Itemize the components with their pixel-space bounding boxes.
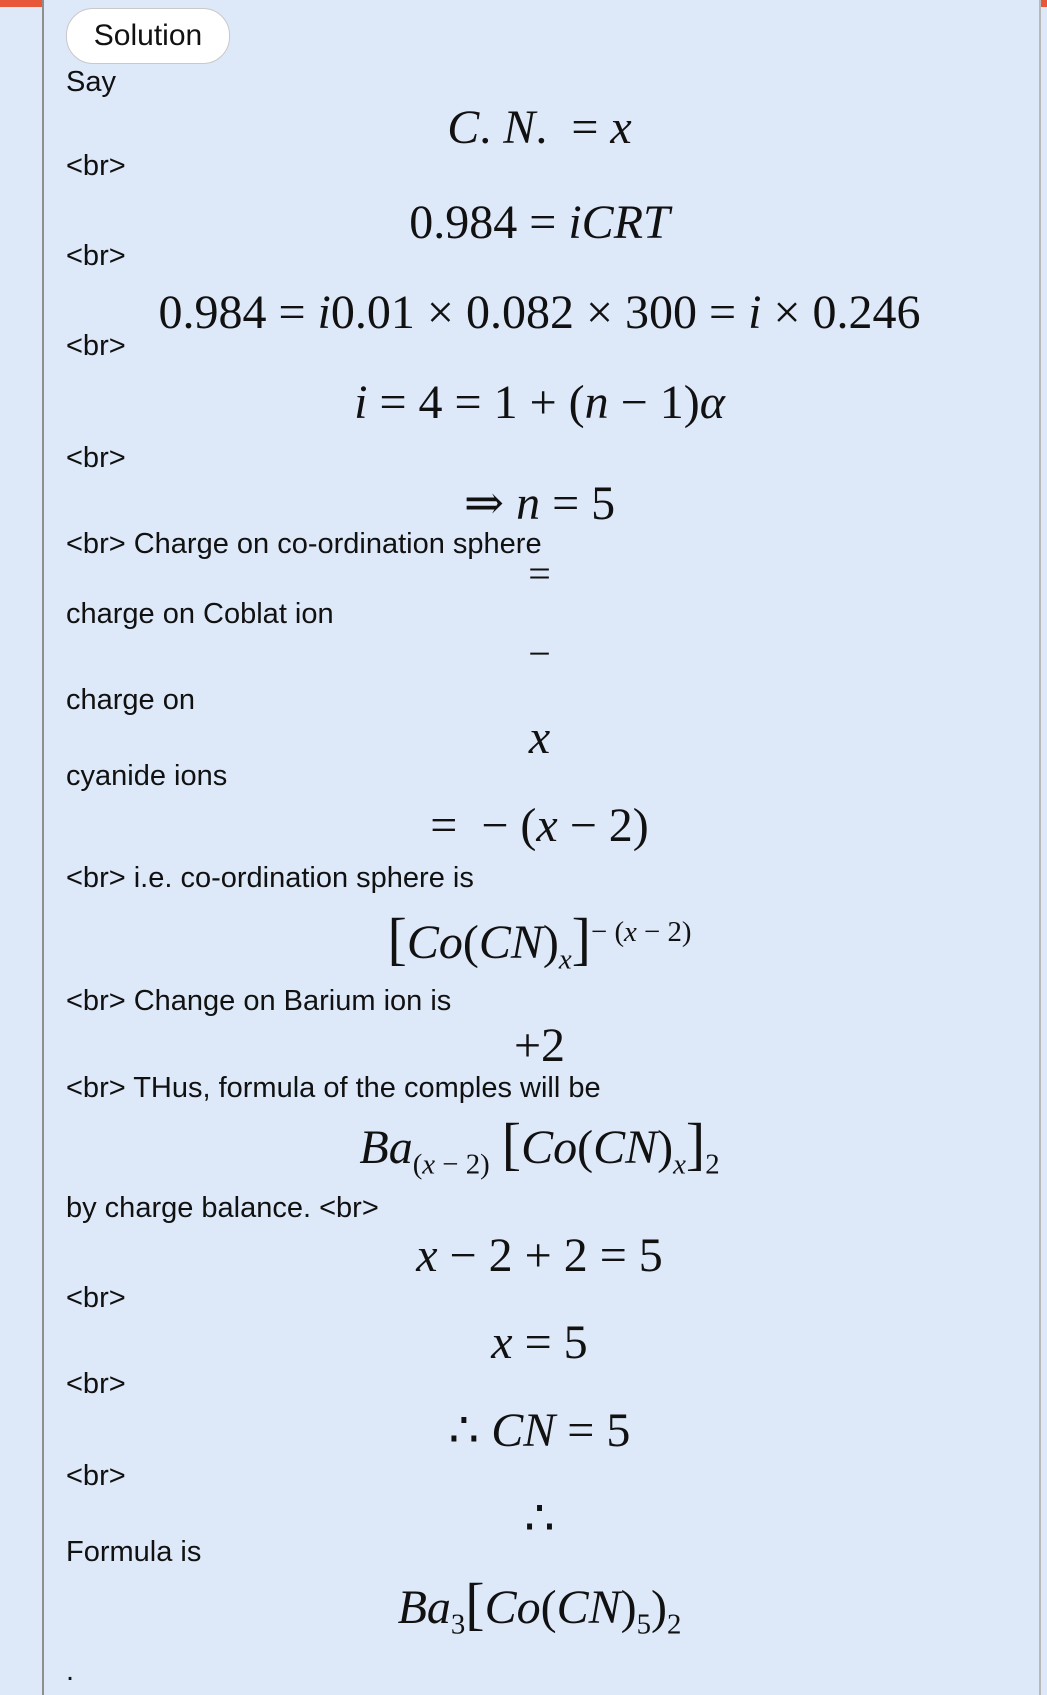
solution-button[interactable]: Solution <box>66 8 230 64</box>
text-br: <br> <box>66 150 126 182</box>
equation-n: ⇒ n = 5 <box>463 477 616 530</box>
equation-general-formula: $Ba_{(x - 2)}$ $[Co(CN)_x]_2$ <box>359 1111 720 1181</box>
text-charge-sphere: <br> Charge on co-ordination sphere <box>66 528 542 560</box>
equation-therefore: ∴ <box>524 1492 555 1545</box>
text-br: <br> <box>66 1460 126 1492</box>
text-cyanide: cyanide ions <box>66 760 228 792</box>
equation-final-formula: $Ba_3[Co(CN)_5)_2$ <box>397 1571 682 1641</box>
text-br: <br> <box>66 330 126 362</box>
equation-sphere-charge: = − (x − 2) <box>430 799 649 852</box>
equation-icrt: 0.984 = iCRT <box>409 196 670 249</box>
equation-equals: = <box>528 551 551 596</box>
equation-icrt-left: 0.984 <box>409 196 518 249</box>
equation-icrt-right: iCRT <box>568 196 670 249</box>
equation-x: x <box>528 711 551 764</box>
equation-vant-hoff: i = 4 = 1 + (n − 1)α <box>354 376 725 429</box>
text-br: <br> <box>66 442 126 474</box>
text-charge-on: charge on <box>66 684 195 716</box>
text-barium: <br> Change on Barium ion is <box>66 985 452 1017</box>
text-br: <br> <box>66 1368 126 1400</box>
text-charge-cobalt: charge on Coblat ion <box>66 598 334 630</box>
text-thus: <br> THus, formula of the comples will be <box>66 1072 601 1104</box>
text-br: <br> <box>66 240 126 272</box>
equation-plus2: +2 <box>513 1019 566 1072</box>
text-formula-is: Formula is <box>66 1536 202 1568</box>
equation-numeric: 0.984 = i0.01 × 0.082 × 300 = i × 0.246 <box>158 286 921 339</box>
text-say: Say <box>66 66 116 98</box>
text-br: <br> <box>66 1282 126 1314</box>
text-ie-sphere: <br> i.e. co-ordination sphere is <box>66 862 474 894</box>
equation-minus: − <box>528 631 551 676</box>
equation-balance: x − 2 + 2 = 5 <box>416 1229 663 1282</box>
text-dot: . <box>66 1655 75 1687</box>
equation-cn: C. N. = x <box>447 101 632 154</box>
equation-x5: x = 5 <box>491 1316 588 1369</box>
equation-complex-ion: $[Co(CN)_x]^{- (x - 2)}$ <box>387 906 692 976</box>
equation-cn5: ∴ CN = 5 <box>448 1404 631 1457</box>
text-balance: by charge balance. <br> <box>66 1192 379 1224</box>
